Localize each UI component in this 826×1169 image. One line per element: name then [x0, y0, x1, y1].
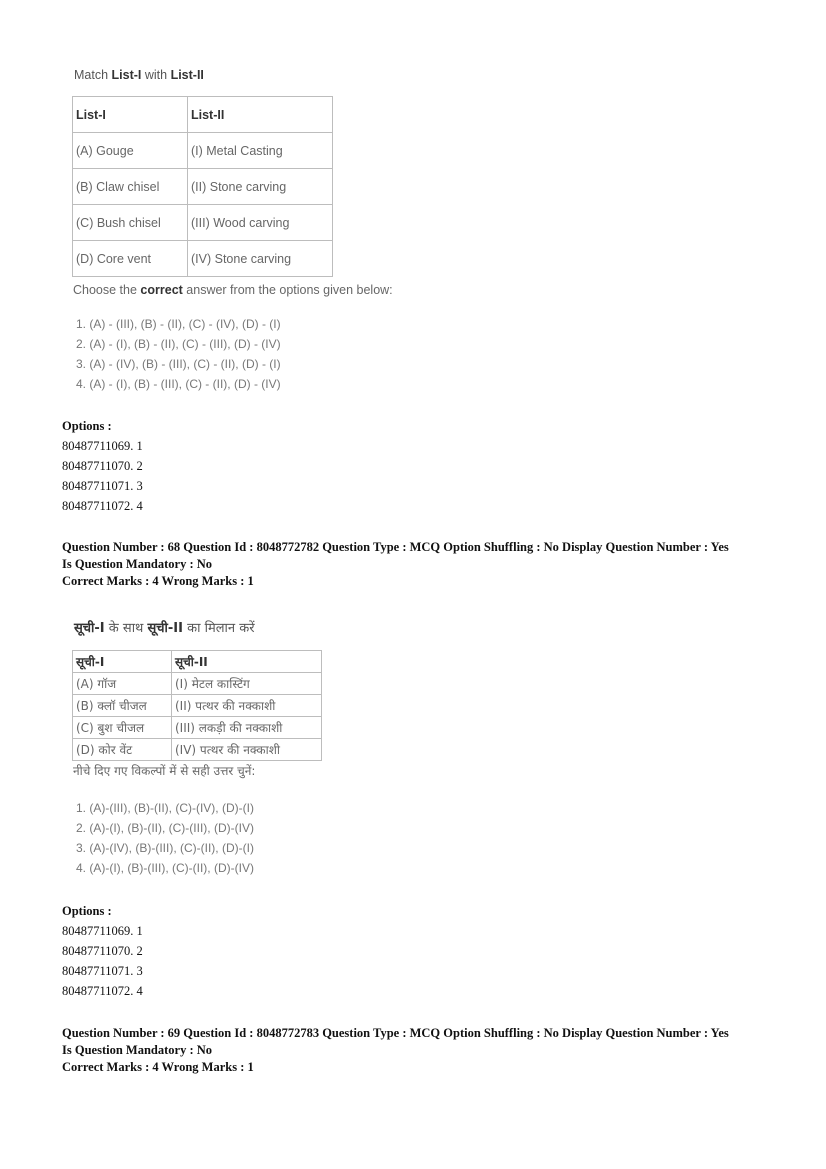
table-row: [73, 695, 322, 717]
answer-choice: 2. (A) - (I), (B) - (II), (C) - (III), (D) - (IV): [76, 337, 281, 351]
table-cell: (II) पत्थर की नक्काशी: [172, 695, 322, 717]
table-row: [73, 205, 333, 241]
option-item: 80487711069. 1: [62, 439, 143, 453]
table-cell: सूची-I: [73, 651, 172, 673]
answer-choices: [76, 798, 432, 878]
table-cell: List-I: [73, 97, 188, 133]
option-item: 80487711070. 2: [62, 459, 143, 473]
choose-instruction: नीचे दिए गए विकल्पों में से सही उत्तर चुनें:: [73, 764, 256, 778]
answer-choices: [76, 314, 432, 394]
answer-choice: 2. (A)-(I), (B)-(II), (C)-(III), (D)-(IV): [76, 821, 254, 835]
table-header-row: [73, 651, 322, 673]
table-cell: (III) Wood carving: [188, 205, 333, 241]
table-row: [73, 673, 322, 695]
question-image-english: [72, 68, 432, 394]
table-cell: (D) कोर वेंट: [73, 739, 172, 761]
table-cell: (A) गॉज: [73, 673, 172, 695]
answer-choice: 1. (A) - (III), (B) - (II), (C) - (IV), (D) - (I): [76, 317, 281, 331]
table-row: [73, 717, 322, 739]
match-table: [72, 96, 333, 277]
option-item: 80487711070. 2: [62, 944, 143, 958]
answer-choice: 3. (A) - (IV), (B) - (III), (C) - (II), (D) - (I): [76, 357, 281, 371]
table-row: [73, 739, 322, 761]
options-block: [62, 901, 143, 1001]
table-cell: (I) Metal Casting: [188, 133, 333, 169]
option-item: 80487711071. 3: [62, 964, 143, 978]
question-mandatory-line: Is Question Mandatory : No: [62, 1043, 213, 1057]
question-title: Match List-I with List-II: [74, 68, 204, 82]
question-image-hindi: [72, 618, 432, 878]
answer-choice: 4. (A)-(I), (B)-(III), (C)-(II), (D)-(IV): [76, 861, 254, 875]
question-header-68: [62, 539, 729, 590]
answer-choice: 4. (A) - (I), (B) - (III), (C) - (II), (D) - (IV): [76, 377, 281, 391]
question-marks-line: Correct Marks : 4 Wrong Marks : 1: [62, 574, 254, 588]
table-cell: List-II: [188, 97, 333, 133]
question-header-69: [62, 1025, 729, 1076]
question-title: सूची-I के साथ सूची-II का मिलान करें: [74, 621, 255, 636]
match-table: [72, 650, 322, 761]
question-mandatory-line: Is Question Mandatory : No: [62, 557, 213, 571]
table-cell: (D) Core vent: [73, 241, 188, 277]
answer-choice: 3. (A)-(IV), (B)-(III), (C)-(II), (D)-(I): [76, 841, 254, 855]
option-item: 80487711069. 1: [62, 924, 143, 938]
options-label: Options :: [62, 419, 112, 433]
answer-choice: 1. (A)-(III), (B)-(II), (C)-(IV), (D)-(I): [76, 801, 254, 815]
table-cell: (B) क्लॉ चीजल: [73, 695, 172, 717]
table-header-row: [73, 97, 333, 133]
options-label: Options :: [62, 904, 112, 918]
choose-instruction: Choose the correct answer from the options given below:: [73, 283, 393, 297]
table-cell: (A) Gouge: [73, 133, 188, 169]
table-cell: (III) लकड़ी की नक्काशी: [172, 717, 322, 739]
table-row: [73, 241, 333, 277]
table-cell: (IV) पत्थर की नक्काशी: [172, 739, 322, 761]
question-meta-line: Question Number : 69 Question Id : 8048772783 Question Type : MCQ Option Shuffling : No Display Question Number : Yes: [62, 1026, 729, 1040]
table-row: [73, 133, 333, 169]
option-item: 80487711071. 3: [62, 479, 143, 493]
table-row: [73, 169, 333, 205]
table-cell: सूची-II: [172, 651, 322, 673]
question-marks-line: Correct Marks : 4 Wrong Marks : 1: [62, 1060, 254, 1074]
question-meta-line: Question Number : 68 Question Id : 8048772782 Question Type : MCQ Option Shuffling : No Display Question Number : Yes: [62, 540, 729, 554]
table-cell: (I) मेटल कास्टिंग: [172, 673, 322, 695]
option-item: 80487711072. 4: [62, 984, 143, 998]
options-block: [62, 416, 143, 516]
table-cell: (IV) Stone carving: [188, 241, 333, 277]
table-cell: (C) Bush chisel: [73, 205, 188, 241]
table-cell: (II) Stone carving: [188, 169, 333, 205]
table-cell: (C) बुश चीजल: [73, 717, 172, 739]
table-cell: (B) Claw chisel: [73, 169, 188, 205]
option-item: 80487711072. 4: [62, 499, 143, 513]
